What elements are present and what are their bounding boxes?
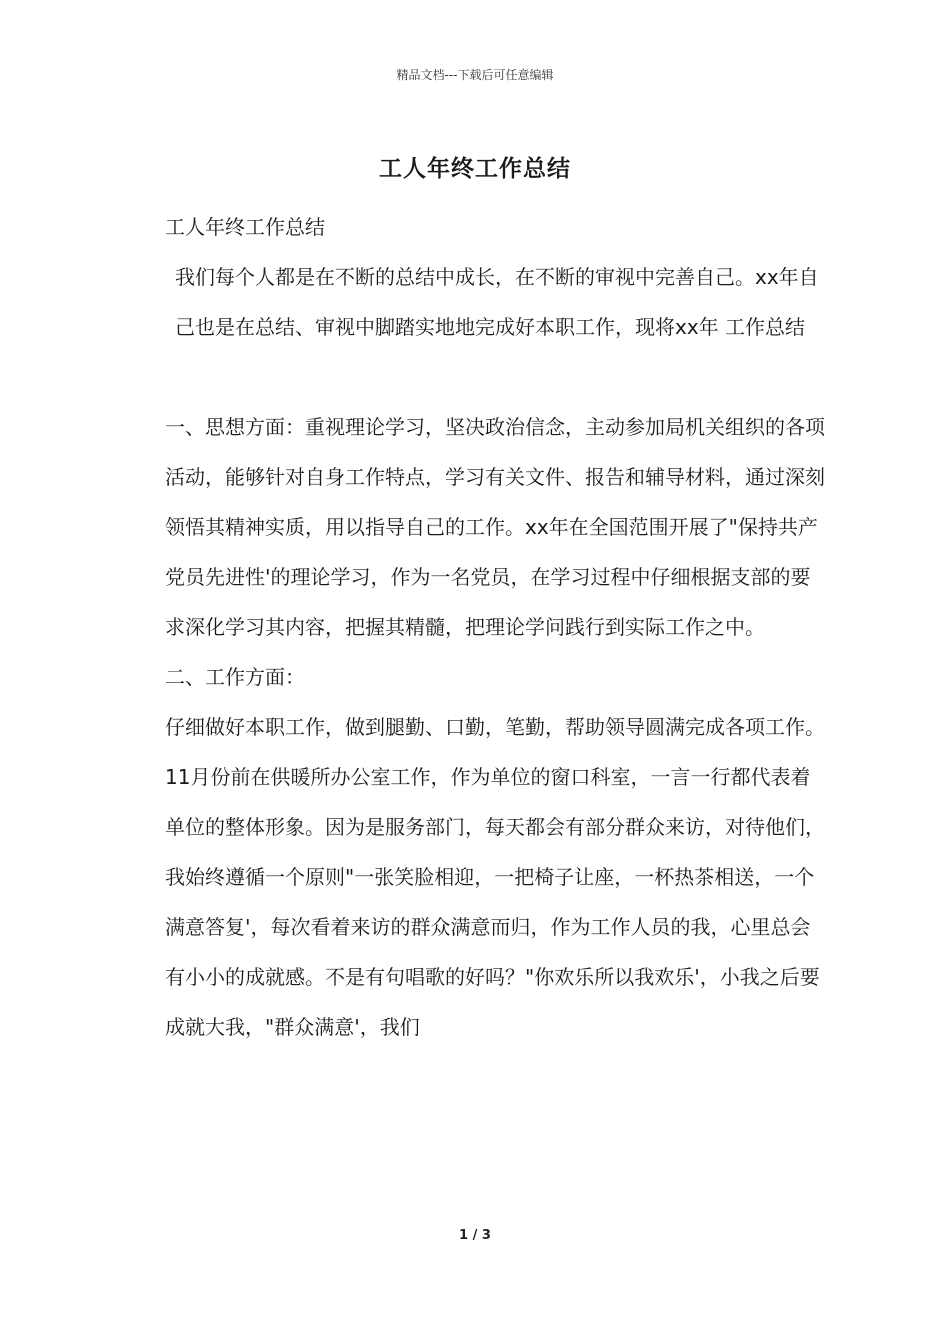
paragraph-thought: 一、思想方面：重视理论学习，坚决政治信念，主动参加局机关组织的各项活动，能够针对自身工作特点，学习有关文件、报告和辅导材料，通过深刻领悟其精神实质，用以指导自己的工作。xx年在全国范围开展了"保持共产党员先进性'的理论学习，作为一名党员，在学习过程中仔细根据支部的要求深化学习其内容，把握其精髓，把理论学问践行到实际工作之中。	[165, 415, 825, 639]
document-title: 工人年终工作总结	[379, 156, 571, 182]
page-number: 1 / 3	[459, 1228, 491, 1243]
paragraph-work-duty: 仔细做好本职工作，做到腿勤、口勤，笔勤，帮助领导圆满完成各项工作。	[165, 715, 825, 739]
document-body	[145, 202, 825, 1052]
paragraph-work-detail: 11月份前在供暖所办公室工作，作为单位的窗口科室，一言一行都代表着单位的整体形象。因为是服务部门，每天都会有部分群众来访，对待他们，我始终遵循一个原则"一张笑脸相迎，一把椅子让座，一杯热茶相送，一个满意答复'，每次看着来访的群众满意而归，作为工作人员的我，心里总会有小小的成就感。不是有句唱歌的好吗？"你欢乐所以我欢乐'，小我之后要成就大我，"群众满意'，我们	[165, 765, 825, 1039]
paragraph-subtitle: 工人年终工作总结	[165, 215, 325, 239]
paragraph-work-heading: 二、工作方面：	[165, 665, 305, 689]
blank-line	[145, 352, 825, 402]
paragraph-intro: 我们每个人都是在不断的总结中成长，在不断的审视中完善自己。xx年自己也是在总结、审视中脚踏实地地完成好本职工作，现将xx年 工作总结	[175, 265, 819, 339]
page-header: 精品文档---下载后可任意编辑	[396, 68, 554, 82]
